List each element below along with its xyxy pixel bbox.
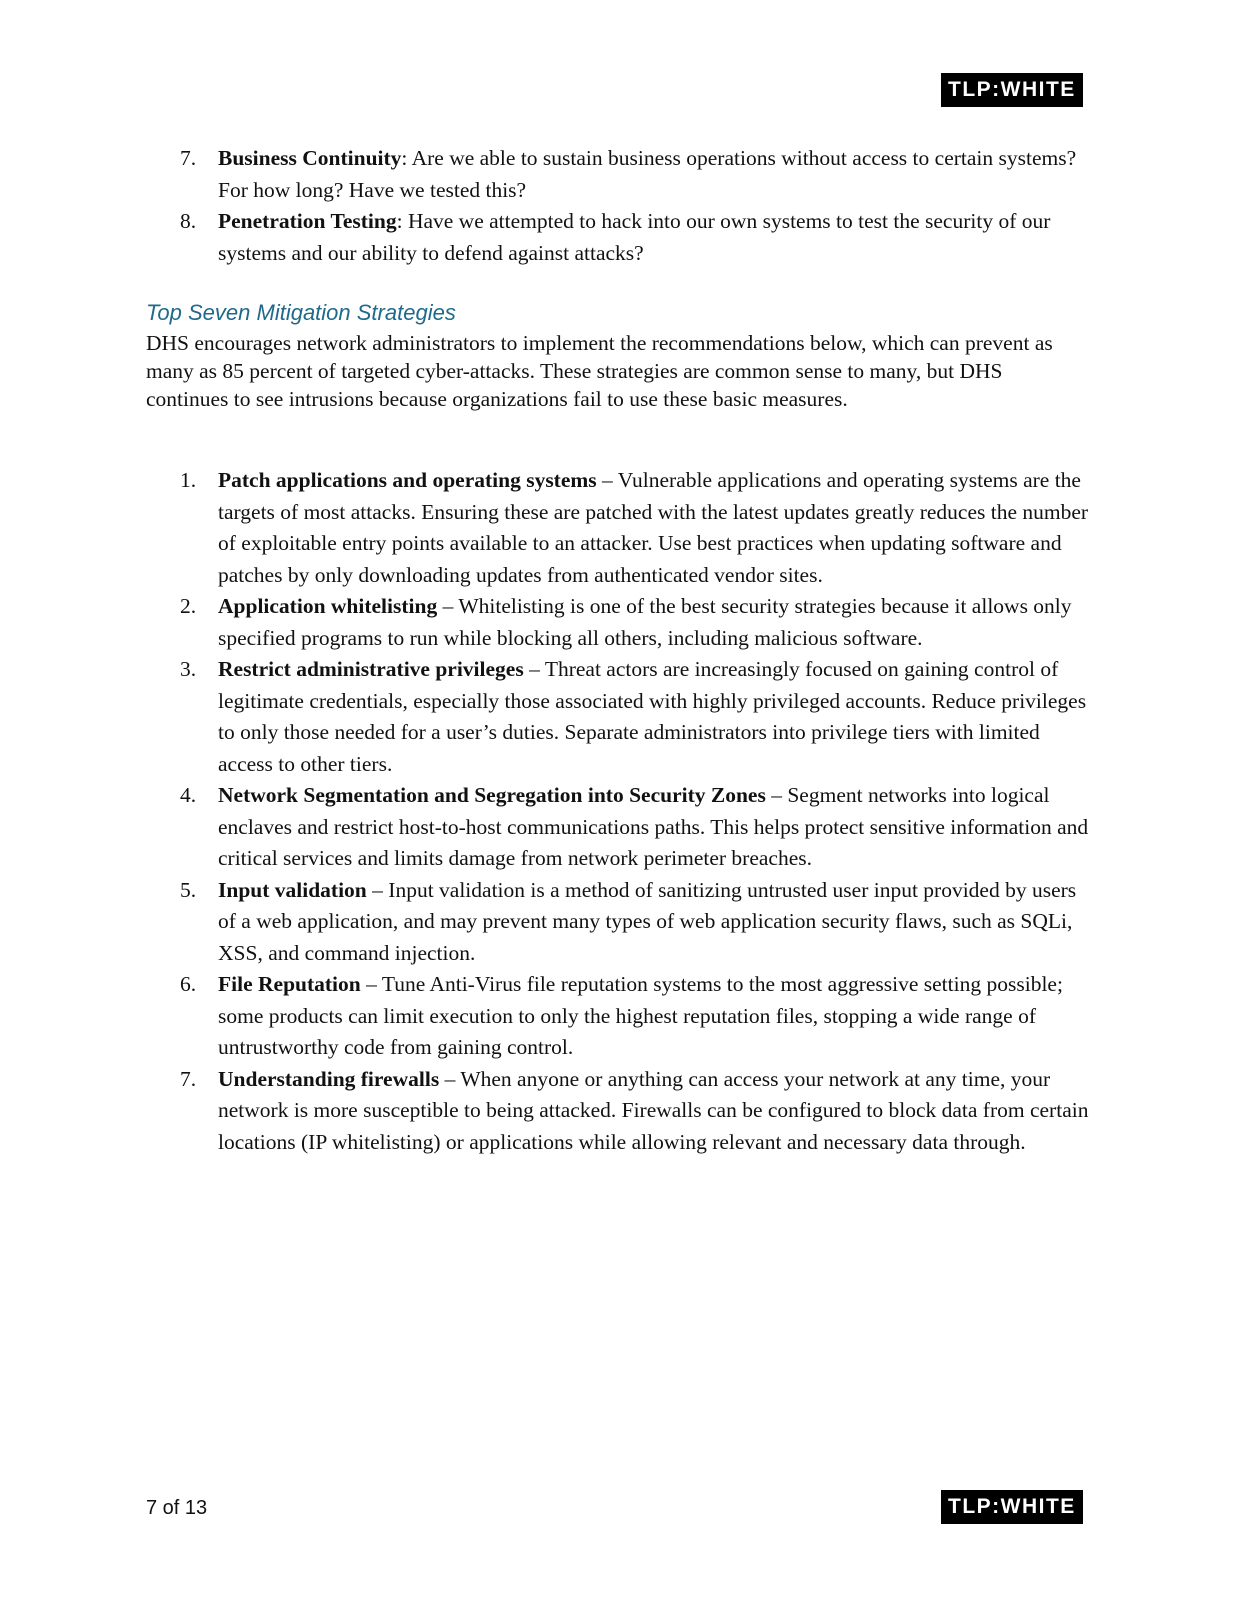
- list-item-separator: –: [523, 657, 540, 681]
- list-item-separator: –: [596, 468, 613, 492]
- list-item-title: Application whitelisting: [218, 594, 438, 618]
- list-item-title: File Reputation: [218, 972, 361, 996]
- list-item-title: Network Segmentation and Segregation into Security Zones: [218, 783, 766, 807]
- list-item-number: 4.: [180, 783, 197, 807]
- list-item-title: Understanding firewalls: [218, 1066, 440, 1091]
- section-intro: DHS encourages network administrators to implement the recommendations below, which can prevent as many as 85 percent of targeted cyber-attacks. These strategies are common sense to many, but DHS continues to see intrusions because organizations fail to use these basic measures.: [146, 331, 1053, 411]
- list-item: [0, 780, 1098, 875]
- page-number: 7 of 13: [146, 1497, 208, 1519]
- list-item-text: When anyone or anything can access your network at any time, your network is more susceptible to being attacked. Firewalls can be configured to block data from certain locations (IP whitelisting) or applications while allowing relevant and necessary data through.: [218, 1066, 1089, 1154]
- list-item-text: Have we attempted to hack into our own systems to test the security of our systems and our ability to defend against attacks?: [218, 209, 1051, 265]
- list-item-body: [218, 875, 1098, 970]
- list-item-text: Whitelisting is one of the best security strategies because it allows only specified programs to run while blocking all others, including malicious software.: [218, 594, 1072, 650]
- list-item-separator: –: [439, 1066, 456, 1091]
- list-item-separator: –: [765, 783, 782, 807]
- list-item-number: 6.: [180, 972, 197, 996]
- list-item: [0, 1064, 1098, 1159]
- list-item: [0, 143, 1098, 206]
- list-item-body: [218, 206, 1098, 269]
- list-item-body: [218, 1064, 1098, 1159]
- list-item-text: Threat actors are increasingly focused on gaining control of legitimate credentials, especially those associated with highly privileged accounts. Reduce privileges to only those needed for a user’s duties. Separate administrators into privilege tiers with limited access to other tiers.: [218, 657, 1087, 776]
- list-item-title: Patch applications and operating systems: [218, 468, 597, 492]
- section-heading: Top Seven Mitigation Strategies: [146, 300, 456, 325]
- list-item-text: Segment networks into logical enclaves and restrict host-to-host communications paths. This helps protect sensitive information and critical services and limits damage from network perimeter breaches.: [218, 783, 1089, 870]
- list-item-number: 2.: [180, 594, 197, 618]
- business-questions-list: [0, 143, 1098, 269]
- list-item-text: Vulnerable applications and operating systems are the targets of most attacks. Ensuring these are patched with the latest updates greatly reduces the number of exploitable entry points available to an attacker. Use best practices when updating software and patches by only downloading updates from authenticated vendor sites.: [218, 468, 1089, 587]
- list-item-body: [218, 465, 1098, 591]
- list-item-number: 3.: [180, 657, 197, 681]
- list-item-separator: –: [360, 972, 377, 996]
- list-item: [0, 969, 1098, 1064]
- list-item-number: 7.: [180, 1066, 197, 1091]
- list-item-separator: –: [437, 594, 454, 618]
- list-item: [0, 875, 1098, 970]
- tlp-badge-top: TLP:WHITE: [941, 73, 1083, 107]
- list-item-separator: –: [366, 877, 383, 902]
- list-item-body: [218, 143, 1098, 206]
- list-item-text: Are we able to sustain business operations without access to certain systems? For how long? Have we tested this?: [218, 146, 1077, 202]
- list-item: [0, 206, 1098, 269]
- mitigation-strategies-list: [0, 465, 1098, 1158]
- list-item-body: [218, 654, 1098, 780]
- list-item-title: Restrict administrative privileges: [218, 657, 524, 681]
- list-item-title: Penetration Testing: [218, 209, 397, 233]
- list-item: [0, 591, 1098, 654]
- list-item-body: [218, 969, 1098, 1064]
- list-item-text: Tune Anti-Virus file reputation systems to the most aggressive setting possible; some products can limit execution to only the highest reputation files, stopping a wide range of untrustworthy code from gaining control.: [218, 972, 1063, 1059]
- list-item-title: Business Continuity: [218, 146, 402, 170]
- list-item-title: Input validation: [218, 877, 367, 902]
- list-item-number: 7.: [180, 146, 197, 170]
- list-item-body: [218, 591, 1098, 654]
- list-item-separator: :: [396, 209, 403, 233]
- list-item-separator: :: [401, 146, 408, 170]
- list-item: [0, 654, 1098, 780]
- list-item-text: Input validation is a method of sanitizing untrusted user input provided by users of a web application, and may prevent many types of web application security flaws, such as SQLi, XSS, and command injection.: [218, 877, 1077, 965]
- list-item-number: 5.: [180, 877, 197, 902]
- tlp-badge-bottom: TLP:WHITE: [941, 1490, 1083, 1524]
- list-item-number: 1.: [180, 468, 197, 492]
- list-item: [0, 465, 1098, 591]
- list-item-body: [218, 780, 1098, 875]
- list-item-number: 8.: [180, 209, 197, 233]
